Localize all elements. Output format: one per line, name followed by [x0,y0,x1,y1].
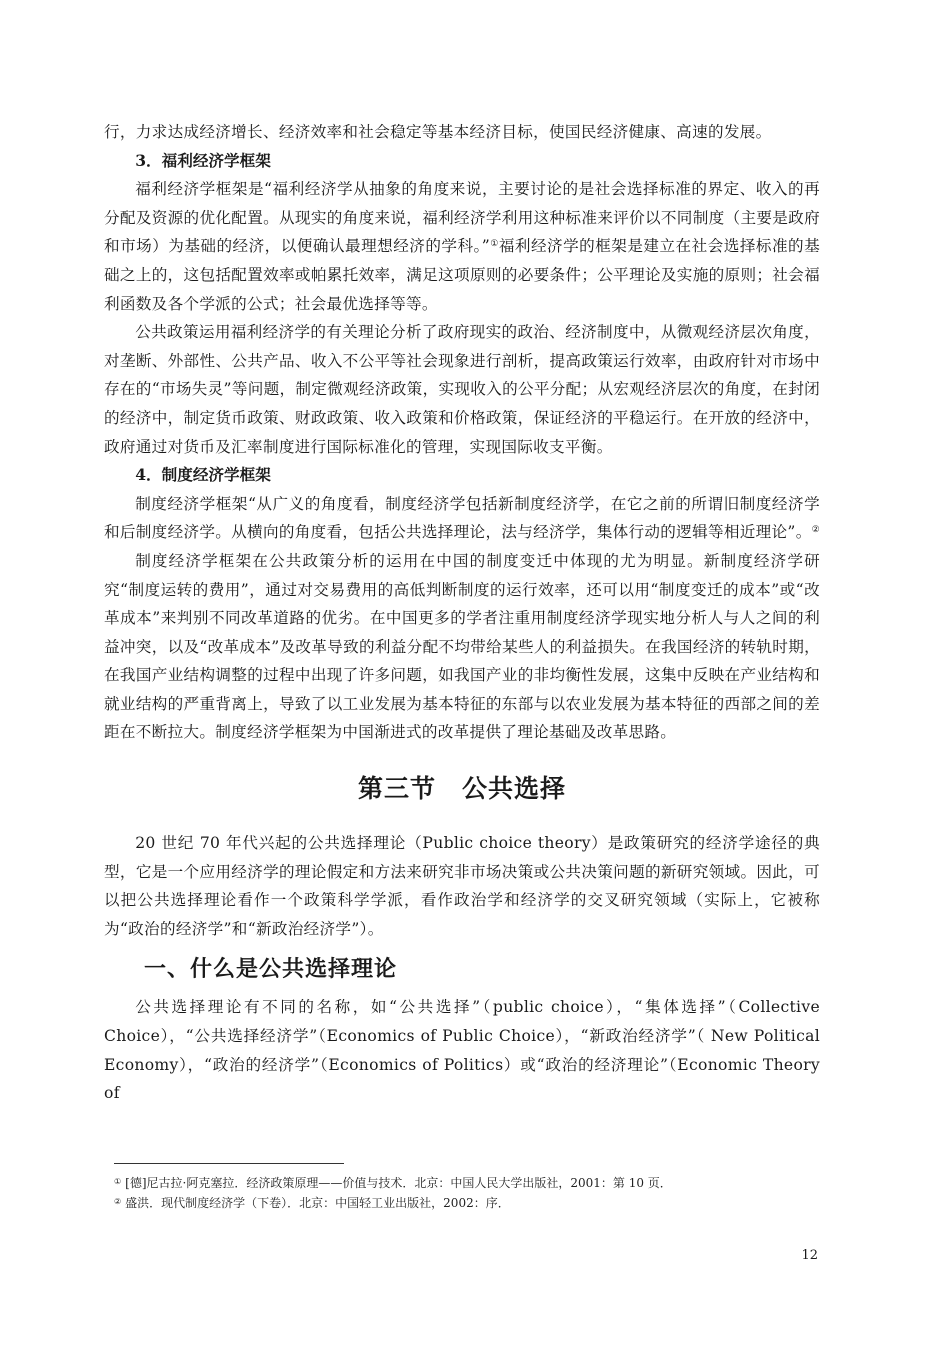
heading-institutional-economics: 4．制度经济学框架 [135,465,271,485]
footnote-mark: ① [114,1177,122,1186]
heading-welfare-economics: 3．福利经济学框架 [135,150,271,170]
footnote-text: [德]尼古拉·阿克塞拉．经济政策原理——价值与技术．北京：中国人民大学出版社，2001：第 10 页． [125,1176,672,1190]
footnote-divider [114,1163,344,1164]
footnote-text: 盛洪．现代制度经济学（下卷）．北京：中国轻工业出版社，2002：序． [125,1196,510,1210]
footnote-2 [114,1193,814,1213]
paragraph-text: 制度经济学框架“从广义的角度看，制度经济学包括新制度经济学，在它之前的所谓旧制度经济学和后制度经济学。从横向的角度看，包括公共选择理论，法与经济学，集体行动的逻辑等相近理论”。 [104,494,820,542]
footnote-1 [114,1173,814,1193]
page-number: 12 [801,1248,818,1263]
paragraph-welfare-policy: 公共政策运用福利经济学的有关理论分析了政府现实的政治、经济制度中，从微观经济层次角度，对垄断、外部性、公共产品、收入不公平等社会现象进行剖析，提高政策运行效率，由政府针对市场中存在的“市场失灵”等问题，制定微观经济政策，实现收入的公平分配；从宏观经济层次的角度，在封闭的经济中，制定货币政策、财政政策、收入政策和价格政策，保证经济的平稳运行。在开放的经济中，政府通过对货币及汇率制度进行国际标准化的管理，实现国际收支平衡。 [104,323,820,456]
footnote-mark: ② [114,1197,122,1206]
footnotes [114,1173,814,1213]
paragraph-text: 福利经济学的框架是建立在社会选择标准的基础之上的，这包括配置效率或帕累托效率，满足这项原则的必要条件；公平理论及实施的原则；社会福利函数及各个学派的公式；社会最优选择等等。 [104,237,820,313]
paragraph-public-choice-intro: 20 世纪 70 年代兴起的公共选择理论（Public choice theory）是政策研究的经济学途径的典型，它是一个应用经济学的理论假定和方法来研究非市场决策或公共决策问题的新研究领域。因此，可以把公共选择理论看作一个政策科学学派，看作政治学和经济学的交叉研究领域（实际上，它被称为“政治的经济学”和“新政治经济学”）。 [104,834,820,938]
subsection-title: 一、什么是公共选择理论 [144,956,398,983]
body-text [104,118,820,1108]
paragraph-welfare-framework [104,175,820,318]
paragraph-institutional-china: 制度经济学框架在公共政策分析的运用在中国的制度变迁中体现的尤为明显。新制度经济学研究“制度运转的费用”，通过对交易费用的高低判断制度的运行效率，还可以用“制度变迁的成本”或“改革成本”来判别不同改革道路的优劣。在中国更多的学者注重用制度经济学现实地分析人与人之间的利益冲突，以及“改革成本”及改革导致的利益分配不均带给某些人的利益损失。在我国经济的转轨时期，在我国产业结构调整的过程中出现了许多问题，如我国产业的非均衡性发展，这集中反映在产业结构和就业结构的严重背离上，导致了以工业发展为基本特征的东部与以农业发展为基本特征的西部之间的差距在不断拉大。制度经济学框架为中国渐进式的改革提供了理论基础及改革思路。 [104,551,820,742]
paragraph-text: 福利经济学框架是“福利经济学从抽象的角度来说，主要讨论的是社会选择标准的界定、收入的再分配及资源的优化配置。从现实的角度来说，福利经济学利用这种标准来评价以不同制度（主要是政府和市场）为基础的经济，以便确认最理想经济的学科。” [104,180,820,256]
paragraph-institutional-framework [104,490,820,547]
section-title: 第三节 公共选择 [357,774,566,804]
footnote-ref-1[interactable]: ① [490,239,499,250]
paragraph-continuation: 行，力求达成经济增长、经济效率和社会稳定等基本经济目标，使国民经济健康、高速的发展。 [104,123,772,141]
paragraph-public-choice-names: 公共选择理论有不同的名称，如“公共选择”（public choice），“集体选择”（Collective Choice），“公共选择经济学”（Economics of Public Choice），“新政治经济学”（ New Political Economy），“政治的经济学”（Economics of Politics）或“政治的经济理论”（Economic Theory of [104,998,820,1103]
footnote-ref-2[interactable]: ② [811,525,820,536]
